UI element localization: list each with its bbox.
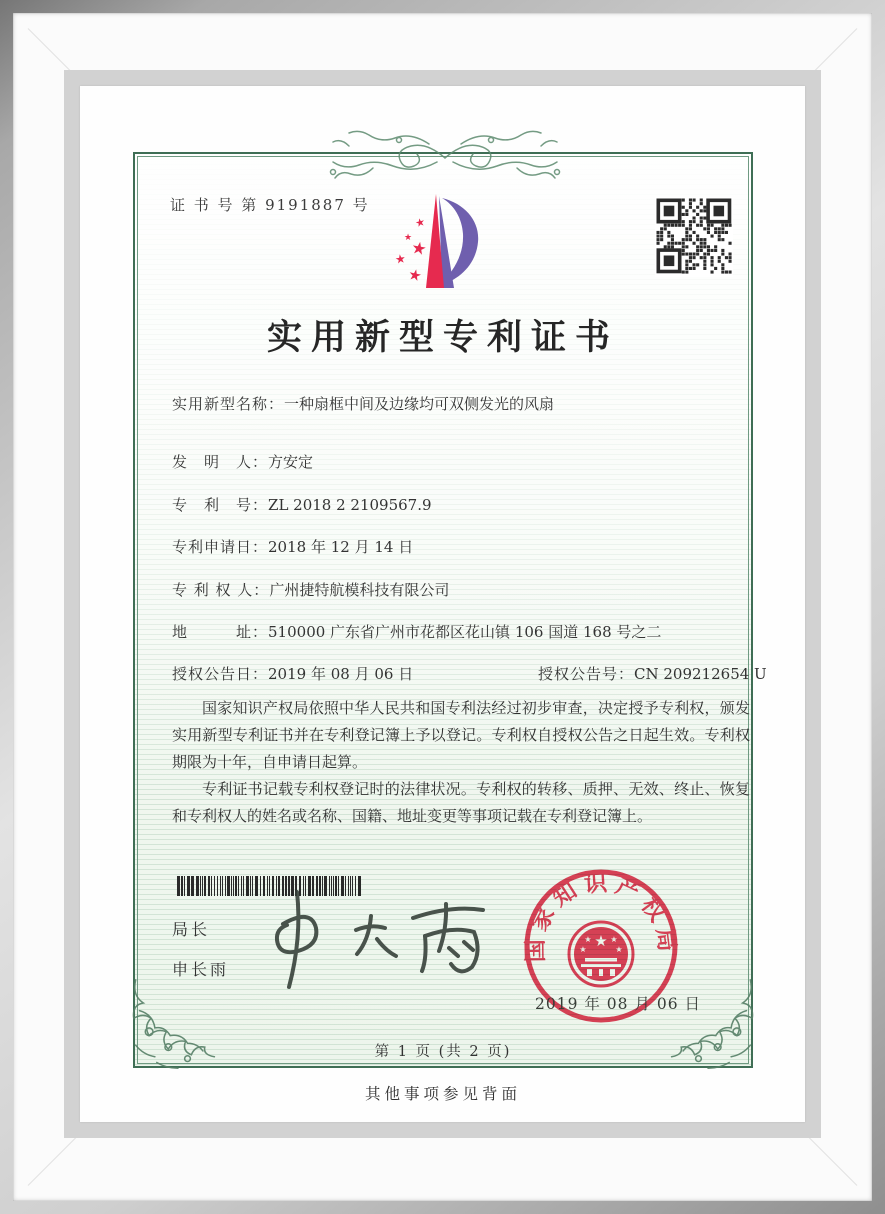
certificate-number: 证 书 号 第 9191887 号 — [170, 196, 370, 214]
certificate-paper — [80, 86, 805, 1122]
field-row — [172, 393, 747, 414]
svg-text:★: ★ — [406, 264, 424, 286]
legal-text — [172, 695, 750, 830]
frame-miter-line — [28, 1131, 82, 1185]
page-number: 第 1 页 (共 2 页) — [374, 1044, 512, 1060]
seal-date: 2019 年 08 月 06 日 — [534, 995, 702, 1013]
svg-text:★: ★ — [610, 935, 618, 944]
grant-date-value: 2019 年 08 月 06 日 — [268, 665, 414, 683]
svg-text:★: ★ — [403, 233, 413, 243]
field-label: 地 址： — [172, 623, 269, 641]
top-border-ornament — [285, 128, 605, 188]
signature — [253, 882, 493, 997]
svg-text:★: ★ — [413, 215, 427, 231]
field-label: 实用新型名称： — [172, 395, 285, 413]
field-label: 专 利 号： — [172, 496, 269, 514]
field-label: 发 明 人： — [172, 453, 269, 471]
field-row — [172, 494, 747, 515]
field-row — [172, 621, 747, 642]
grant-row — [172, 663, 767, 684]
svg-text:★: ★ — [584, 935, 592, 944]
frame-miter-line — [803, 1131, 857, 1185]
officer-block — [172, 917, 229, 980]
field-value: ZL 2018 2 2109567.9 — [268, 496, 432, 514]
grant-no-value: CN 209212654 U — [634, 665, 767, 683]
field-value: 广州捷特航模科技有限公司 — [269, 581, 450, 599]
certificate-page — [133, 152, 767, 1068]
svg-text:★: ★ — [409, 237, 429, 261]
field-row — [172, 451, 747, 472]
svg-text:★: ★ — [615, 945, 623, 954]
qr-code — [655, 197, 733, 277]
national-emblem — [569, 922, 633, 986]
field-label: 专利申请日： — [172, 538, 269, 556]
field-value: 方安定 — [268, 453, 314, 471]
svg-text:★: ★ — [394, 251, 407, 267]
officer-title: 局长 — [172, 920, 211, 939]
field-value: 510000 广东省广州市花都区花山镇 106 国道 168 号之二 — [268, 623, 662, 641]
legal-paragraph: 国家知识产权局依照中华人民共和国专利法经过初步审查，决定授予专利权，颁发实用新型专利证书并在专利登记簿上予以登记。专利权自授权公告之日起生效。专利权期限为十年，自申请日起算。 — [172, 699, 750, 771]
legal-paragraph: 专利证书记载专利权登记时的法律状况。专利权的转移、质押、无效、终止、恢复和专利权人的姓名或名称、国籍、地址变更等事项记载在专利登记簿上。 — [172, 780, 750, 825]
grant-date-label: 授权公告日： — [172, 665, 269, 683]
grant-no-group — [538, 663, 767, 684]
officer-name: 申长雨 — [172, 960, 230, 979]
field-value: 一种扇框中间及边缘均可双侧发光的风扇 — [284, 395, 555, 413]
field-row — [172, 579, 747, 600]
svg-text:★: ★ — [594, 932, 608, 950]
field-label: 专 利 权 人： — [172, 581, 270, 599]
seal-text: 国家知识产权局 — [521, 869, 681, 963]
back-note: 其他事项参见背面 — [364, 1085, 521, 1103]
cnipa-logo-icon — [388, 188, 482, 294]
field-row — [172, 536, 747, 557]
field-value: 2018 年 12 月 14 日 — [268, 538, 414, 556]
grant-no-label: 授权公告号： — [538, 665, 635, 683]
certificate-title: 实用新型专利证书 — [266, 317, 619, 358]
svg-text:★: ★ — [579, 945, 587, 954]
